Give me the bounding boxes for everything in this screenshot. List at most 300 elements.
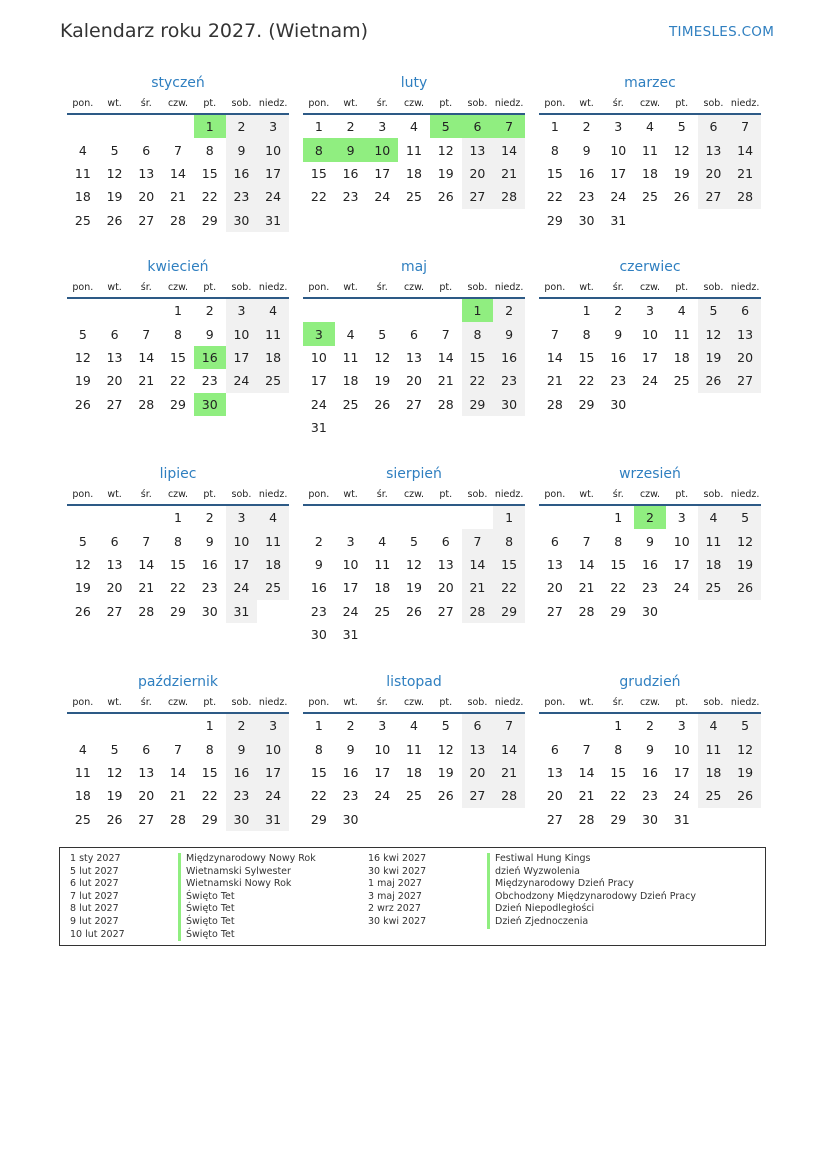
day-cell: 14 bbox=[493, 138, 525, 161]
weekday-label: śr. bbox=[140, 98, 152, 109]
weekday-label: pon. bbox=[308, 489, 330, 500]
empty-cell bbox=[398, 506, 430, 529]
day-cell: 18 bbox=[74, 189, 91, 205]
weekday-label: sob. bbox=[231, 489, 252, 500]
day-cell: 26 bbox=[729, 576, 761, 599]
day-cell: 29 bbox=[170, 396, 186, 412]
brand-link[interactable]: TIMESLES.COM bbox=[669, 24, 775, 40]
day-cell: 13 bbox=[106, 349, 123, 365]
day-cell: 7 bbox=[142, 326, 151, 342]
day-cell: 24 bbox=[226, 576, 258, 599]
day-cell: 29 bbox=[546, 212, 563, 228]
day-cell: 1 bbox=[614, 718, 623, 734]
day-cell: 21 bbox=[462, 576, 494, 599]
day-cell: 26 bbox=[106, 212, 123, 228]
day-cell: 1 bbox=[493, 506, 525, 529]
empty-cell bbox=[67, 115, 99, 138]
day-grid bbox=[67, 506, 289, 623]
day-cell: 15 bbox=[578, 349, 595, 365]
day-cell: 18 bbox=[406, 764, 422, 780]
day-cell: 24 bbox=[342, 603, 359, 619]
day-cell: 23 bbox=[578, 189, 595, 205]
day-cell: 25 bbox=[74, 811, 91, 827]
day-cell: 12 bbox=[74, 556, 91, 572]
weekday-label: sob. bbox=[703, 282, 724, 293]
weekday-label: śr. bbox=[612, 697, 624, 708]
day-cell: 29 bbox=[610, 603, 627, 619]
day-cell: 15 bbox=[493, 553, 525, 576]
legend-holiday-name: Święto Tet bbox=[178, 916, 316, 929]
day-cell: 28 bbox=[170, 811, 186, 827]
empty-cell bbox=[462, 506, 494, 529]
day-cell: 1 bbox=[314, 119, 323, 135]
day-cell: 14 bbox=[578, 556, 595, 572]
day-cell: 15 bbox=[462, 346, 494, 369]
day-cell: 8 bbox=[303, 138, 335, 161]
day-cell: 2 bbox=[493, 299, 525, 322]
day-cell: 6 bbox=[550, 533, 559, 549]
day-cell: 12 bbox=[406, 556, 422, 572]
day-cell: 2 bbox=[314, 533, 323, 549]
day-cell: 17 bbox=[642, 349, 658, 365]
day-cell: 19 bbox=[106, 189, 123, 205]
month-block bbox=[67, 463, 289, 623]
day-cell: 20 bbox=[698, 162, 730, 185]
day-cell: 21 bbox=[546, 373, 563, 389]
day-cell: 8 bbox=[493, 529, 525, 552]
weekday-label: śr. bbox=[376, 489, 388, 500]
day-cell: 22 bbox=[462, 369, 494, 392]
day-cell: 5 bbox=[729, 506, 761, 529]
day-cell: 20 bbox=[138, 189, 155, 205]
legend-names-right bbox=[487, 853, 696, 929]
weekday-label: wt. bbox=[107, 489, 122, 500]
day-cell: 19 bbox=[74, 373, 91, 389]
month-name: marzec bbox=[624, 75, 676, 91]
day-cell: 30 bbox=[226, 808, 258, 831]
day-cell: 25 bbox=[74, 212, 91, 228]
day-cell: 31 bbox=[257, 808, 289, 831]
weekday-label: niedz. bbox=[258, 697, 288, 708]
legend-holiday-name: Międzynarodowy Dzień Pracy bbox=[487, 878, 696, 891]
day-grid bbox=[539, 714, 761, 831]
day-cell: 4 bbox=[677, 303, 686, 319]
weekday-label: wt. bbox=[107, 98, 122, 109]
day-cell: 27 bbox=[462, 784, 494, 807]
weekday-label: pon. bbox=[72, 282, 94, 293]
weekday-label: pt. bbox=[203, 98, 217, 109]
legend-date: 7 lut 2027 bbox=[70, 890, 119, 902]
legend-date: 8 lut 2027 bbox=[70, 903, 119, 915]
day-cell: 12 bbox=[106, 165, 123, 181]
empty-cell bbox=[99, 299, 131, 322]
day-cell: 17 bbox=[673, 556, 690, 572]
day-cell: 15 bbox=[201, 165, 218, 181]
day-cell: 9 bbox=[582, 142, 591, 158]
empty-cell bbox=[67, 714, 99, 737]
day-cell: 1 bbox=[582, 303, 591, 319]
day-cell: 13 bbox=[546, 556, 563, 572]
day-cell: 24 bbox=[642, 373, 658, 389]
day-cell: 30 bbox=[194, 393, 226, 416]
weekday-label: śr. bbox=[376, 282, 388, 293]
day-cell: 10 bbox=[257, 737, 289, 760]
day-cell: 14 bbox=[437, 349, 454, 365]
day-cell: 10 bbox=[257, 138, 289, 161]
day-cell: 7 bbox=[729, 115, 761, 138]
day-cell: 3 bbox=[646, 303, 654, 319]
weekday-label: sob. bbox=[703, 489, 724, 500]
day-cell: 19 bbox=[406, 580, 422, 596]
weekday-label: wt. bbox=[343, 697, 358, 708]
day-cell: 5 bbox=[78, 326, 87, 342]
day-cell: 19 bbox=[673, 165, 690, 181]
legend-holiday-name: Dzień Zjednoczenia bbox=[487, 916, 696, 929]
day-cell: 3 bbox=[257, 115, 289, 138]
day-cell: 4 bbox=[698, 714, 730, 737]
day-cell: 18 bbox=[673, 349, 690, 365]
day-cell: 27 bbox=[462, 185, 494, 208]
day-cell: 7 bbox=[550, 326, 559, 342]
weekday-label: wt. bbox=[579, 282, 594, 293]
day-cell: 10 bbox=[366, 138, 398, 161]
day-cell: 16 bbox=[642, 556, 658, 572]
day-cell: 16 bbox=[610, 349, 627, 365]
day-cell: 23 bbox=[310, 603, 327, 619]
weekday-label: czw. bbox=[403, 697, 425, 708]
weekday-label: sob. bbox=[467, 282, 488, 293]
day-cell: 20 bbox=[462, 761, 494, 784]
weekday-label: pt. bbox=[439, 697, 453, 708]
weekday-label: śr. bbox=[376, 98, 388, 109]
weekday-header bbox=[67, 95, 289, 115]
month-name: maj bbox=[400, 259, 428, 275]
day-cell: 30 bbox=[201, 603, 218, 619]
day-cell: 13 bbox=[546, 764, 563, 780]
day-cell: 15 bbox=[170, 349, 186, 365]
day-cell: 5 bbox=[78, 533, 87, 549]
day-cell: 11 bbox=[642, 142, 658, 158]
weekday-label: pon. bbox=[72, 697, 94, 708]
day-cell: 9 bbox=[346, 741, 355, 757]
empty-cell bbox=[398, 299, 430, 322]
day-cell: 1 bbox=[174, 303, 182, 319]
day-cell: 1 bbox=[205, 718, 214, 734]
day-cell: 30 bbox=[226, 209, 258, 232]
day-cell: 23 bbox=[642, 788, 658, 804]
day-cell: 11 bbox=[257, 322, 289, 345]
day-cell: 12 bbox=[673, 142, 690, 158]
day-cell: 11 bbox=[698, 737, 730, 760]
day-cell: 25 bbox=[698, 784, 730, 807]
day-cell: 24 bbox=[673, 580, 690, 596]
legend-holiday-name: Dzień Niepodległości bbox=[487, 903, 696, 916]
day-cell: 26 bbox=[729, 784, 761, 807]
day-cell: 10 bbox=[342, 556, 359, 572]
weekday-header bbox=[303, 279, 525, 299]
month-block bbox=[539, 671, 761, 831]
day-cell: 4 bbox=[410, 119, 418, 135]
day-cell: 3 bbox=[378, 119, 387, 135]
day-cell: 10 bbox=[642, 326, 658, 342]
weekday-label: pon. bbox=[544, 98, 566, 109]
month-block bbox=[539, 256, 761, 416]
day-cell: 7 bbox=[493, 115, 525, 138]
weekday-label: niedz. bbox=[494, 697, 524, 708]
weekday-label: pon. bbox=[308, 697, 330, 708]
day-grid bbox=[303, 115, 525, 209]
day-cell: 22 bbox=[610, 580, 627, 596]
month-name: czerwiec bbox=[619, 259, 681, 275]
day-cell: 17 bbox=[374, 764, 391, 780]
day-cell: 8 bbox=[614, 741, 623, 757]
day-cell: 25 bbox=[342, 396, 359, 412]
weekday-header bbox=[539, 95, 761, 115]
weekday-label: czw. bbox=[639, 697, 661, 708]
day-cell: 8 bbox=[550, 142, 559, 158]
legend-names-left bbox=[178, 853, 316, 941]
holiday-legend bbox=[59, 847, 766, 946]
day-cell: 31 bbox=[673, 811, 690, 827]
weekday-header bbox=[67, 486, 289, 506]
day-cell: 21 bbox=[493, 761, 525, 784]
day-cell: 19 bbox=[74, 580, 91, 596]
day-cell: 30 bbox=[578, 212, 595, 228]
weekday-label: wt. bbox=[343, 98, 358, 109]
day-cell: 4 bbox=[378, 533, 387, 549]
day-cell: 29 bbox=[493, 600, 525, 623]
month-name: wrzesień bbox=[619, 466, 681, 482]
weekday-label: pt. bbox=[439, 489, 453, 500]
weekday-label: wt. bbox=[579, 697, 594, 708]
day-cell: 2 bbox=[614, 303, 623, 319]
day-cell: 11 bbox=[698, 529, 730, 552]
legend-date: 16 kwi 2027 bbox=[368, 853, 427, 864]
day-cell: 28 bbox=[493, 784, 525, 807]
empty-cell bbox=[130, 506, 162, 529]
day-cell: 19 bbox=[374, 373, 391, 389]
day-cell: 6 bbox=[462, 714, 494, 737]
day-cell: 16 bbox=[642, 764, 658, 780]
day-cell: 26 bbox=[74, 603, 91, 619]
day-cell: 20 bbox=[106, 580, 123, 596]
day-cell: 31 bbox=[310, 420, 327, 436]
day-cell: 31 bbox=[610, 212, 627, 228]
day-cell: 14 bbox=[170, 764, 186, 780]
day-cell: 6 bbox=[698, 115, 730, 138]
day-cell: 31 bbox=[226, 600, 258, 623]
weekday-label: pon. bbox=[308, 98, 330, 109]
day-cell: 1 bbox=[462, 299, 494, 322]
day-cell: 11 bbox=[406, 741, 422, 757]
month-name: lipiec bbox=[159, 466, 197, 482]
empty-cell bbox=[162, 714, 194, 737]
day-cell: 11 bbox=[74, 764, 91, 780]
legend-holiday-name: Wietnamski Nowy Rok bbox=[178, 878, 316, 891]
day-cell: 10 bbox=[610, 142, 627, 158]
day-cell: 13 bbox=[462, 737, 494, 760]
weekday-label: pon. bbox=[544, 489, 566, 500]
day-cell: 2 bbox=[646, 718, 654, 734]
day-cell: 23 bbox=[610, 373, 627, 389]
day-cell: 6 bbox=[729, 299, 761, 322]
day-cell: 12 bbox=[698, 322, 730, 345]
weekday-header bbox=[67, 694, 289, 714]
weekday-label: pt. bbox=[675, 697, 689, 708]
day-cell: 30 bbox=[642, 811, 658, 827]
day-cell: 23 bbox=[342, 788, 359, 804]
day-cell: 19 bbox=[729, 761, 761, 784]
weekday-label: sob. bbox=[231, 98, 252, 109]
day-cell: 28 bbox=[462, 600, 494, 623]
day-cell: 5 bbox=[677, 119, 686, 135]
page-title: Kalendarz roku 2027. (Wietnam) bbox=[60, 20, 369, 42]
weekday-label: sob. bbox=[703, 697, 724, 708]
day-cell: 2 bbox=[205, 303, 214, 319]
day-cell: 3 bbox=[257, 714, 289, 737]
day-cell: 13 bbox=[106, 556, 123, 572]
day-cell: 18 bbox=[257, 553, 289, 576]
day-cell: 21 bbox=[578, 788, 595, 804]
day-cell: 16 bbox=[226, 761, 258, 784]
day-cell: 17 bbox=[610, 165, 627, 181]
weekday-header bbox=[303, 95, 525, 115]
day-cell: 19 bbox=[437, 165, 454, 181]
day-cell: 13 bbox=[138, 165, 155, 181]
day-cell: 2 bbox=[634, 506, 666, 529]
weekday-label: czw. bbox=[403, 282, 425, 293]
day-cell: 23 bbox=[226, 784, 258, 807]
day-cell: 20 bbox=[546, 788, 563, 804]
day-cell: 15 bbox=[546, 165, 563, 181]
weekday-label: wt. bbox=[579, 489, 594, 500]
day-cell: 5 bbox=[441, 718, 450, 734]
empty-cell bbox=[130, 299, 162, 322]
day-cell: 4 bbox=[257, 299, 289, 322]
day-cell: 2 bbox=[226, 115, 258, 138]
legend-dates-right bbox=[368, 853, 426, 929]
day-grid bbox=[539, 299, 761, 416]
day-cell: 30 bbox=[342, 811, 359, 827]
day-cell: 11 bbox=[406, 142, 422, 158]
day-cell: 22 bbox=[310, 189, 327, 205]
weekday-label: niedz. bbox=[258, 282, 288, 293]
day-cell: 16 bbox=[226, 162, 258, 185]
day-cell: 5 bbox=[698, 299, 730, 322]
legend-date: 6 lut 2027 bbox=[70, 878, 119, 890]
day-cell: 2 bbox=[205, 510, 214, 526]
day-cell: 30 bbox=[642, 603, 658, 619]
empty-cell bbox=[67, 299, 99, 322]
day-cell: 22 bbox=[170, 373, 186, 389]
day-cell: 18 bbox=[374, 580, 391, 596]
day-cell: 25 bbox=[257, 576, 289, 599]
day-cell: 17 bbox=[342, 580, 359, 596]
day-cell: 9 bbox=[646, 741, 654, 757]
weekday-label: sob. bbox=[467, 697, 488, 708]
empty-cell bbox=[539, 299, 571, 322]
day-cell: 8 bbox=[582, 326, 591, 342]
weekday-label: niedz. bbox=[730, 489, 760, 500]
day-cell: 28 bbox=[546, 396, 563, 412]
day-cell: 4 bbox=[410, 718, 418, 734]
empty-cell bbox=[335, 299, 367, 322]
day-cell: 14 bbox=[493, 737, 525, 760]
day-cell: 12 bbox=[437, 741, 454, 757]
legend-date: 9 lut 2027 bbox=[70, 915, 119, 927]
day-cell: 9 bbox=[614, 326, 623, 342]
legend-holiday-name: Święto Tet bbox=[178, 929, 316, 942]
weekday-label: pon. bbox=[544, 282, 566, 293]
empty-cell bbox=[366, 506, 398, 529]
day-cell: 29 bbox=[170, 603, 186, 619]
weekday-label: niedz. bbox=[494, 489, 524, 500]
day-cell: 25 bbox=[406, 189, 422, 205]
day-cell: 10 bbox=[226, 529, 258, 552]
legend-date: 2 wrz 2027 bbox=[368, 903, 421, 915]
weekday-label: czw. bbox=[167, 282, 189, 293]
day-cell: 18 bbox=[642, 165, 658, 181]
day-cell: 25 bbox=[374, 603, 391, 619]
day-cell: 8 bbox=[314, 741, 323, 757]
day-cell: 24 bbox=[610, 189, 627, 205]
day-cell: 25 bbox=[406, 788, 422, 804]
month-block bbox=[303, 463, 525, 646]
weekday-label: pt. bbox=[439, 98, 453, 109]
day-grid bbox=[303, 506, 525, 646]
empty-cell bbox=[539, 506, 571, 529]
day-cell: 30 bbox=[493, 393, 525, 416]
day-cell: 8 bbox=[205, 741, 214, 757]
weekday-label: śr. bbox=[140, 489, 152, 500]
day-cell: 23 bbox=[642, 580, 658, 596]
weekday-label: śr. bbox=[376, 697, 388, 708]
day-cell: 15 bbox=[170, 556, 186, 572]
day-cell: 7 bbox=[462, 529, 494, 552]
day-cell: 18 bbox=[698, 761, 730, 784]
legend-holiday-name: Wietnamski Sylwester bbox=[178, 866, 316, 879]
month-block bbox=[67, 671, 289, 831]
month-name: październik bbox=[138, 674, 218, 690]
weekday-label: niedz. bbox=[494, 282, 524, 293]
weekday-header bbox=[67, 279, 289, 299]
day-cell: 21 bbox=[170, 788, 186, 804]
day-cell: 21 bbox=[729, 162, 761, 185]
day-cell: 16 bbox=[310, 580, 327, 596]
month-block bbox=[539, 463, 761, 623]
day-cell: 24 bbox=[374, 189, 391, 205]
day-cell: 22 bbox=[310, 788, 327, 804]
day-cell: 24 bbox=[226, 369, 258, 392]
day-cell: 9 bbox=[314, 556, 323, 572]
weekday-label: czw. bbox=[167, 489, 189, 500]
empty-cell bbox=[571, 714, 603, 737]
day-cell: 4 bbox=[78, 741, 87, 757]
day-cell: 28 bbox=[578, 811, 595, 827]
day-cell: 16 bbox=[493, 346, 525, 369]
day-cell: 27 bbox=[138, 212, 155, 228]
day-cell: 19 bbox=[437, 764, 454, 780]
day-cell: 7 bbox=[441, 326, 450, 342]
day-cell: 14 bbox=[138, 349, 155, 365]
day-cell: 15 bbox=[310, 764, 327, 780]
day-cell: 17 bbox=[257, 162, 289, 185]
day-cell: 28 bbox=[729, 185, 761, 208]
day-cell: 12 bbox=[106, 764, 123, 780]
day-cell: 25 bbox=[257, 369, 289, 392]
weekday-label: czw. bbox=[403, 489, 425, 500]
month-block bbox=[67, 72, 289, 232]
